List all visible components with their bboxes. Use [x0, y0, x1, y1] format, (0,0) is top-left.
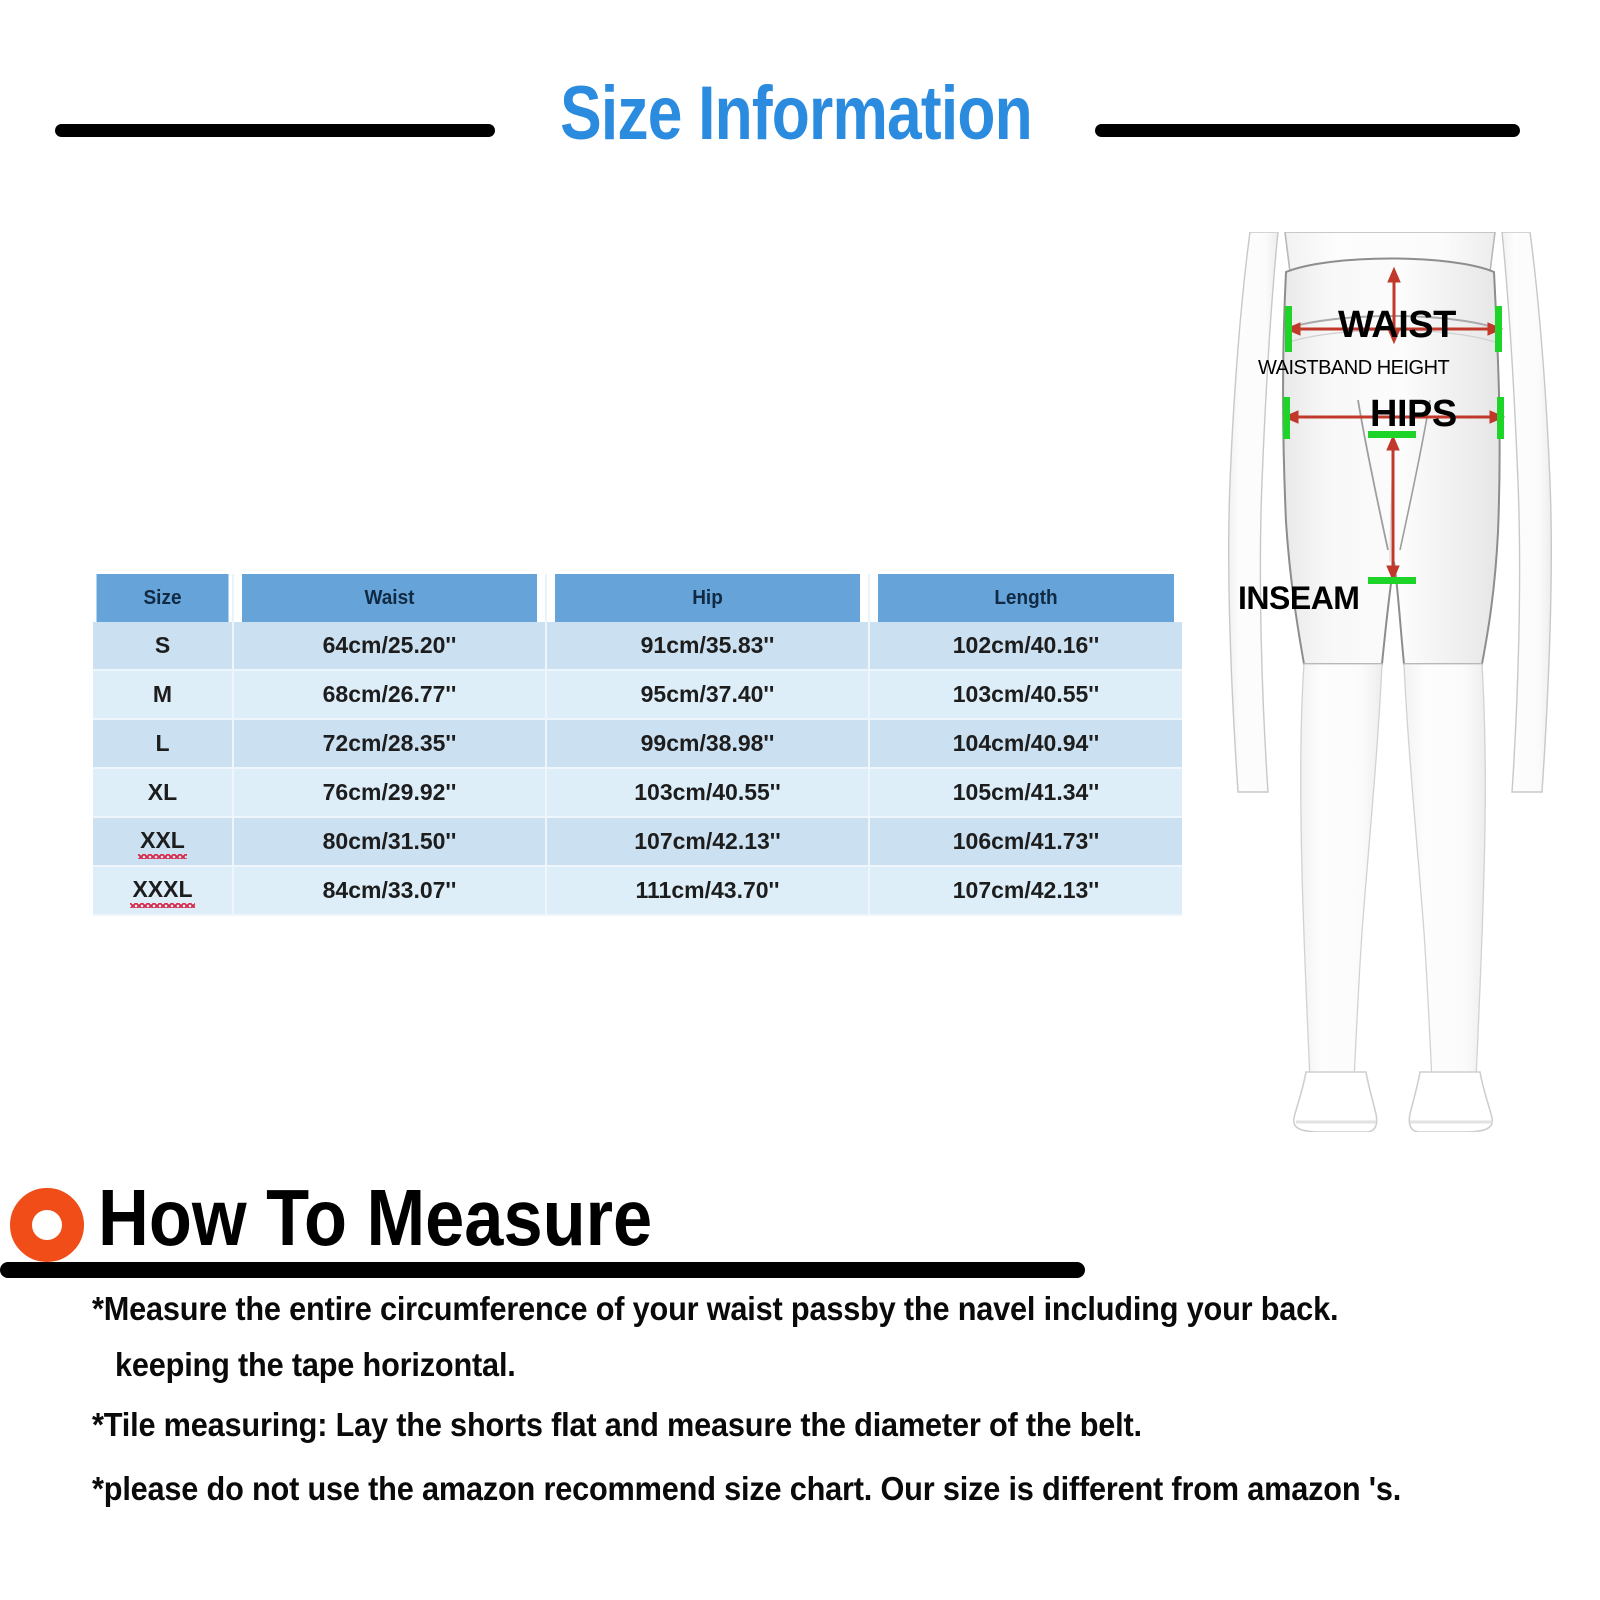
cell-length: 104cm/40.94'' — [869, 719, 1182, 768]
cell-waist: 72cm/28.35'' — [233, 719, 546, 768]
ring-icon — [10, 1188, 84, 1262]
cell-size: S — [93, 622, 233, 670]
table-row — [93, 622, 1182, 670]
cell-waist: 80cm/31.50'' — [233, 817, 546, 866]
cell-length: 105cm/41.34'' — [869, 768, 1182, 817]
measure-note: *Tile measuring: Lay the shorts flat and measure the diameter of the belt. — [92, 1406, 1142, 1443]
spellcheck-underline: XXXL — [132, 876, 192, 906]
page-header — [0, 71, 1600, 168]
table-header-row — [93, 574, 1182, 622]
cell-size: M — [93, 670, 233, 719]
cell-length: 106cm/41.73'' — [869, 817, 1182, 866]
cell-waist: 76cm/29.92'' — [233, 768, 546, 817]
how-to-measure-title: How To Measure — [98, 1173, 653, 1262]
column-header-length: Length — [877, 574, 1174, 622]
measure-note: *please do not use the amazon recommend size chart. Our size is different from amazon 's. — [92, 1470, 1402, 1507]
size-chart-table — [93, 574, 1182, 916]
page-title: Size Information — [560, 71, 1032, 156]
cell-size — [93, 817, 233, 866]
table-row — [93, 768, 1182, 817]
cell-size: L — [93, 719, 233, 768]
cell-length: 103cm/40.55'' — [869, 670, 1182, 719]
cell-size — [93, 866, 233, 915]
title-rule-left — [55, 124, 495, 137]
table-row — [93, 670, 1182, 719]
cell-hip: 91cm/35.83'' — [546, 622, 869, 670]
how-to-measure-divider — [0, 1262, 1085, 1278]
cell-waist: 64cm/25.20'' — [233, 622, 546, 670]
table-row — [93, 817, 1182, 866]
cell-hip: 111cm/43.70'' — [546, 866, 869, 915]
diagram-label-hips: HIPS — [1370, 393, 1457, 435]
table-row — [93, 866, 1182, 915]
title-rule-right — [1095, 124, 1520, 137]
cell-length: 102cm/40.16'' — [869, 622, 1182, 670]
cell-hip: 103cm/40.55'' — [546, 768, 869, 817]
table-row — [93, 719, 1182, 768]
cell-waist: 84cm/33.07'' — [233, 866, 546, 915]
column-header-waist: Waist — [241, 574, 538, 622]
cell-length: 107cm/42.13'' — [869, 866, 1182, 915]
cell-hip: 107cm/42.13'' — [546, 817, 869, 866]
cell-hip: 99cm/38.98'' — [546, 719, 869, 768]
measurement-diagram — [1190, 232, 1590, 1132]
cell-hip: 95cm/37.40'' — [546, 670, 869, 719]
diagram-label-inseam: INSEAM — [1238, 580, 1360, 616]
measure-note: keeping the tape horizontal. — [115, 1346, 516, 1383]
cell-size: XL — [93, 768, 233, 817]
diagram-label-waist: WAIST — [1338, 304, 1456, 346]
measure-note: *Measure the entire circumference of your waist passby the navel including your back. — [92, 1290, 1339, 1327]
diagram-label-waistband-height: WAISTBAND HEIGHT — [1258, 357, 1450, 379]
column-header-hip: Hip — [554, 574, 861, 622]
size-chart-body — [93, 622, 1182, 915]
cell-waist: 68cm/26.77'' — [233, 670, 546, 719]
spellcheck-underline: XXL — [140, 827, 185, 857]
column-header-size: Size — [97, 574, 230, 622]
